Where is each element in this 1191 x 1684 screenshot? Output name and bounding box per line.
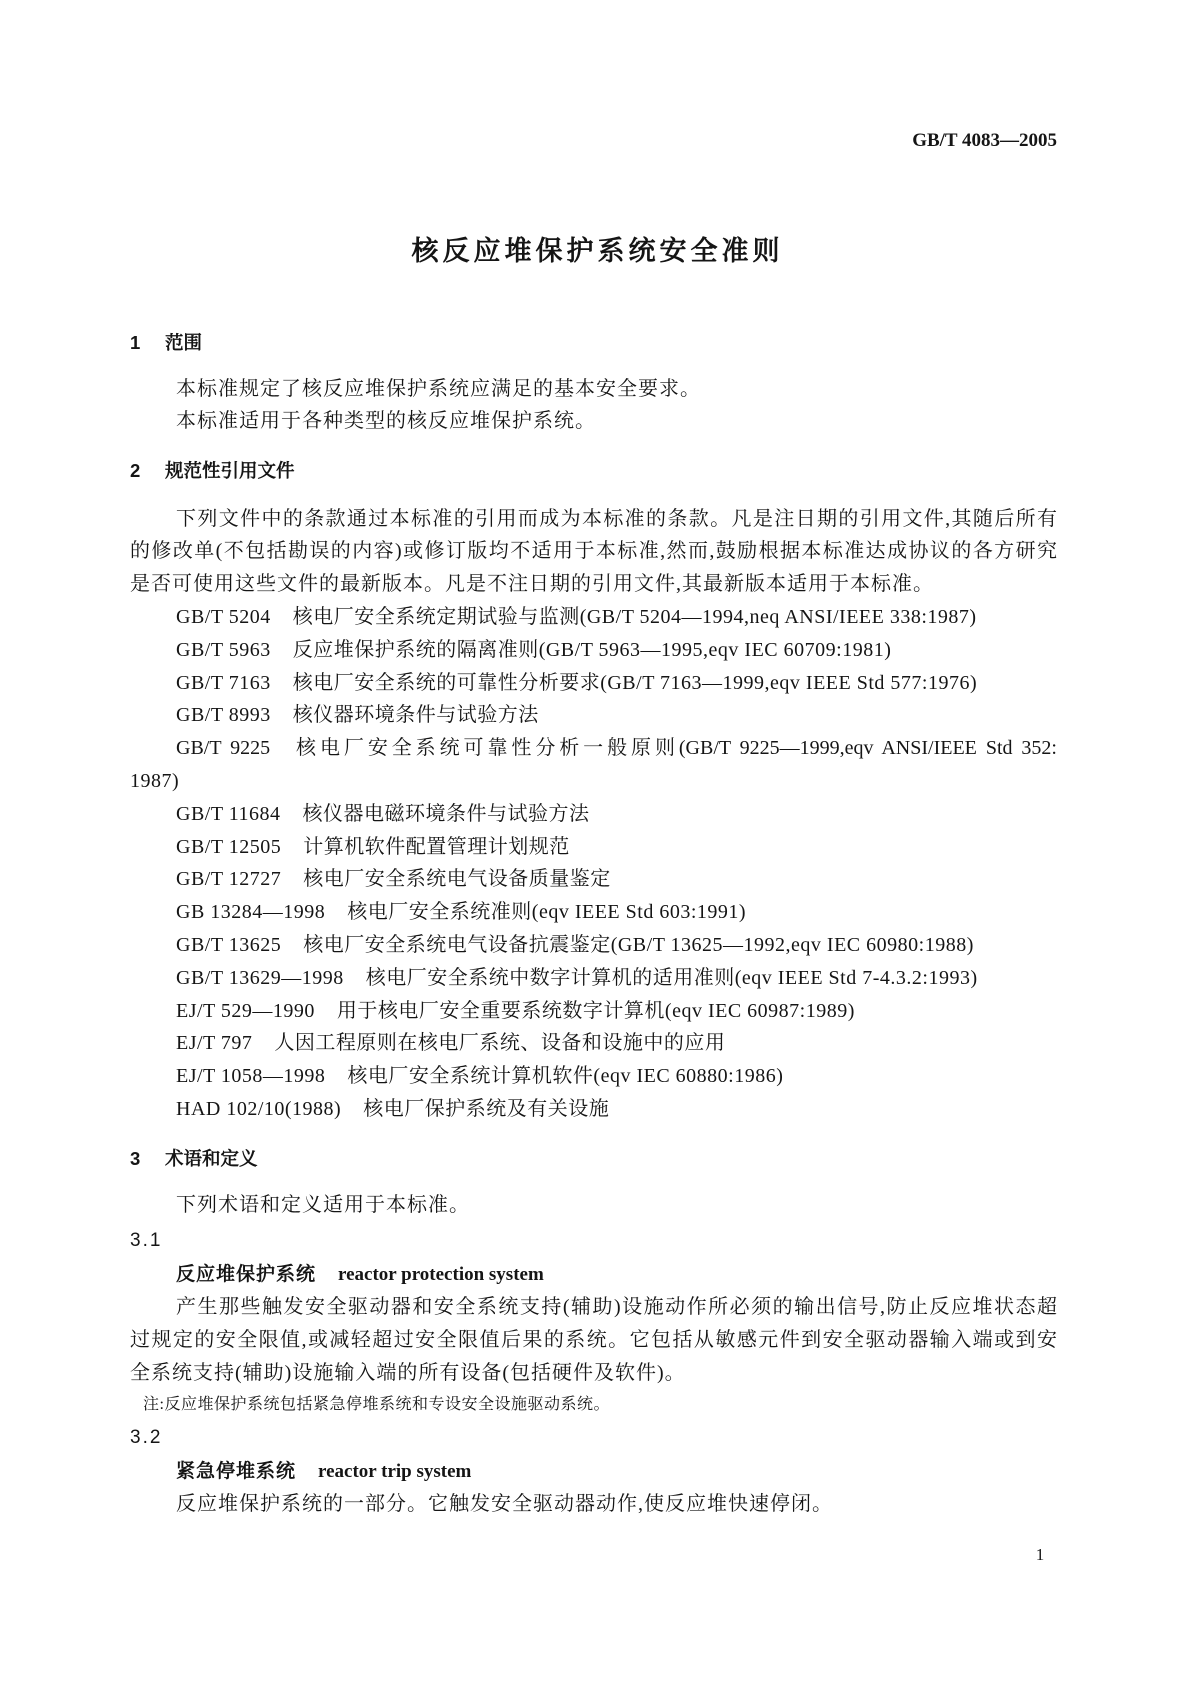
note: 注:反应堆保护系统包括紧急停堆系统和专设安全设施驱动系统。 [143,1396,610,1414]
reference-item [130,601,1057,634]
paragraph: 本标准适用于各种类型的核反应堆保护系统。 [176,410,596,433]
section-1-heading [130,327,1057,360]
section-title: 规范性引用文件 [165,459,295,481]
reference-code: EJ/T 1058—1998 [176,1065,326,1088]
reference-title: 人因工程原则在核电厂系统、设备和设施中的应用 [274,1032,726,1055]
reference-title: 核电厂安全系统电气设备质量鉴定 [303,868,611,891]
reference-code: GB 13284—1998 [176,901,326,924]
term-english: reactor trip system [318,1461,472,1483]
reference-item [130,798,1057,831]
term-chinese: 紧急停堆系统 [176,1461,297,1483]
definition-line: 过规定的安全限值,或减轻超过安全限值后果的系统。它包括从敏感元件到安全驱动器输入端或到安 [130,1328,1057,1351]
reference-title: 核电厂安全系统定期试验与监测(GB/T 5204—1994,neq ANSI/IEEE 338:1987) [292,605,977,628]
reference-title: 核仪器环境条件与试验方法 [292,704,539,727]
reference-item [130,995,1057,1028]
paragraph-line: 下列文件中的条款通过本标准的引用而成为本标准的条款。凡是注日期的引用文件,其随后所有 [176,507,1057,530]
section-number: 2 [130,459,141,481]
reference-item [130,1093,1057,1126]
page-number: 1 [1035,1545,1045,1564]
paragraph: 下列术语和定义适用于本标准。 [176,1194,470,1217]
definition-line: 产生那些触发安全驱动器和安全系统支持(辅助)设施动作所必须的输出信号,防止反应堆状态超 [176,1296,1057,1319]
reference-title: 核电厂安全系统中数字计算机的适用准则(eqv IEEE Std 7-4.3.2:1993) [365,966,978,989]
reference-code: GB/T 13625 [176,933,282,956]
section-title: 术语和定义 [165,1148,258,1170]
reference-title: 核电厂安全系统可靠性分析一般原则(GB/T 9225—1999,eqv ANSI/IEEE Std 352: [292,737,1057,760]
reference-title-continuation: 1987) [130,769,180,792]
reference-title: 反应堆保护系统的隔离准则(GB/T 5963—1995,eqv IEC 60709:1981) [292,638,892,661]
reference-item [130,831,1057,864]
reference-code: GB/T 8993 [176,704,271,727]
reference-code: GB/T 11684 [176,802,281,825]
reference-code: GB/T 7163 [176,671,271,694]
reference-code: GB/T 12505 [176,835,282,858]
clause-number: 3.2 [130,1427,163,1449]
section-number: 1 [130,331,141,353]
reference-item [130,896,1057,929]
reference-title: 核仪器电磁环境条件与试验方法 [302,802,590,825]
paragraph-line: 的修改单(不包括勘误的内容)或修订版均不适用于本标准,然而,鼓励根据本标准达成协议的各方研究 [130,540,1057,563]
reference-code: EJ/T 797 [176,1032,253,1055]
standard-code-header: GB/T 4083—2005 [912,130,1057,151]
section-number: 3 [130,1148,141,1170]
term-heading [130,1258,1057,1291]
section-2-heading [130,455,1057,488]
reference-title: 核电厂安全系统计算机软件(eqv IEC 60880:1986) [347,1065,784,1088]
reference-item [130,962,1057,995]
reference-item [130,1027,1057,1060]
document-title: 核反应堆保护系统安全准则 [411,236,784,266]
reference-title: 核电厂安全系统电气设备抗震鉴定(GB/T 13625—1992,eqv IEC 60980:1988) [303,933,974,956]
reference-title: 核电厂保护系统及有关设施 [363,1097,610,1120]
reference-item [130,634,1057,667]
reference-item [130,863,1057,896]
section-3-heading [130,1143,1057,1176]
term-heading [130,1455,1057,1488]
reference-code: HAD 102/10(1988) [176,1097,342,1120]
reference-item [130,699,1057,732]
term-chinese: 反应堆保护系统 [176,1264,317,1286]
reference-code: GB/T 13629—1998 [176,966,344,989]
clause-number: 3.1 [130,1230,163,1252]
reference-code: GB/T 12727 [176,868,282,891]
paragraph-line: 是否可使用这些文件的最新版本。凡是不注日期的引用文件,其最新版本适用于本标准。 [130,573,934,596]
reference-item [130,667,1057,700]
reference-code: GB/T 5963 [176,638,271,661]
paragraph: 本标准规定了核反应堆保护系统应满足的基本安全要求。 [176,377,701,400]
reference-item [130,1060,1057,1093]
reference-title: 用于核电厂安全重要系统数字计算机(eqv IEC 60987:1989) [336,999,855,1022]
document-body [130,327,1057,1521]
reference-code: GB/T 9225 [176,737,271,760]
reference-title: 核电厂安全系统的可靠性分析要求(GB/T 7163—1999,eqv IEEE Std 577:1976) [292,671,978,694]
reference-title: 核电厂安全系统准则(eqv IEEE Std 603:1991) [347,901,747,924]
reference-title: 计算机软件配置管理计划规范 [303,835,570,858]
reference-code: EJ/T 529—1990 [176,999,315,1022]
definition-line: 全系统支持(辅助)设施输入端的所有设备(包括硬件及软件)。 [130,1361,686,1384]
reference-item [130,929,1057,962]
reference-item [130,732,1057,765]
term-english: reactor protection system [338,1264,544,1286]
section-title: 范围 [165,331,203,353]
definition-line: 反应堆保护系统的一部分。它触发安全驱动器动作,使反应堆快速停闭。 [176,1492,833,1515]
reference-code: GB/T 5204 [176,605,271,628]
